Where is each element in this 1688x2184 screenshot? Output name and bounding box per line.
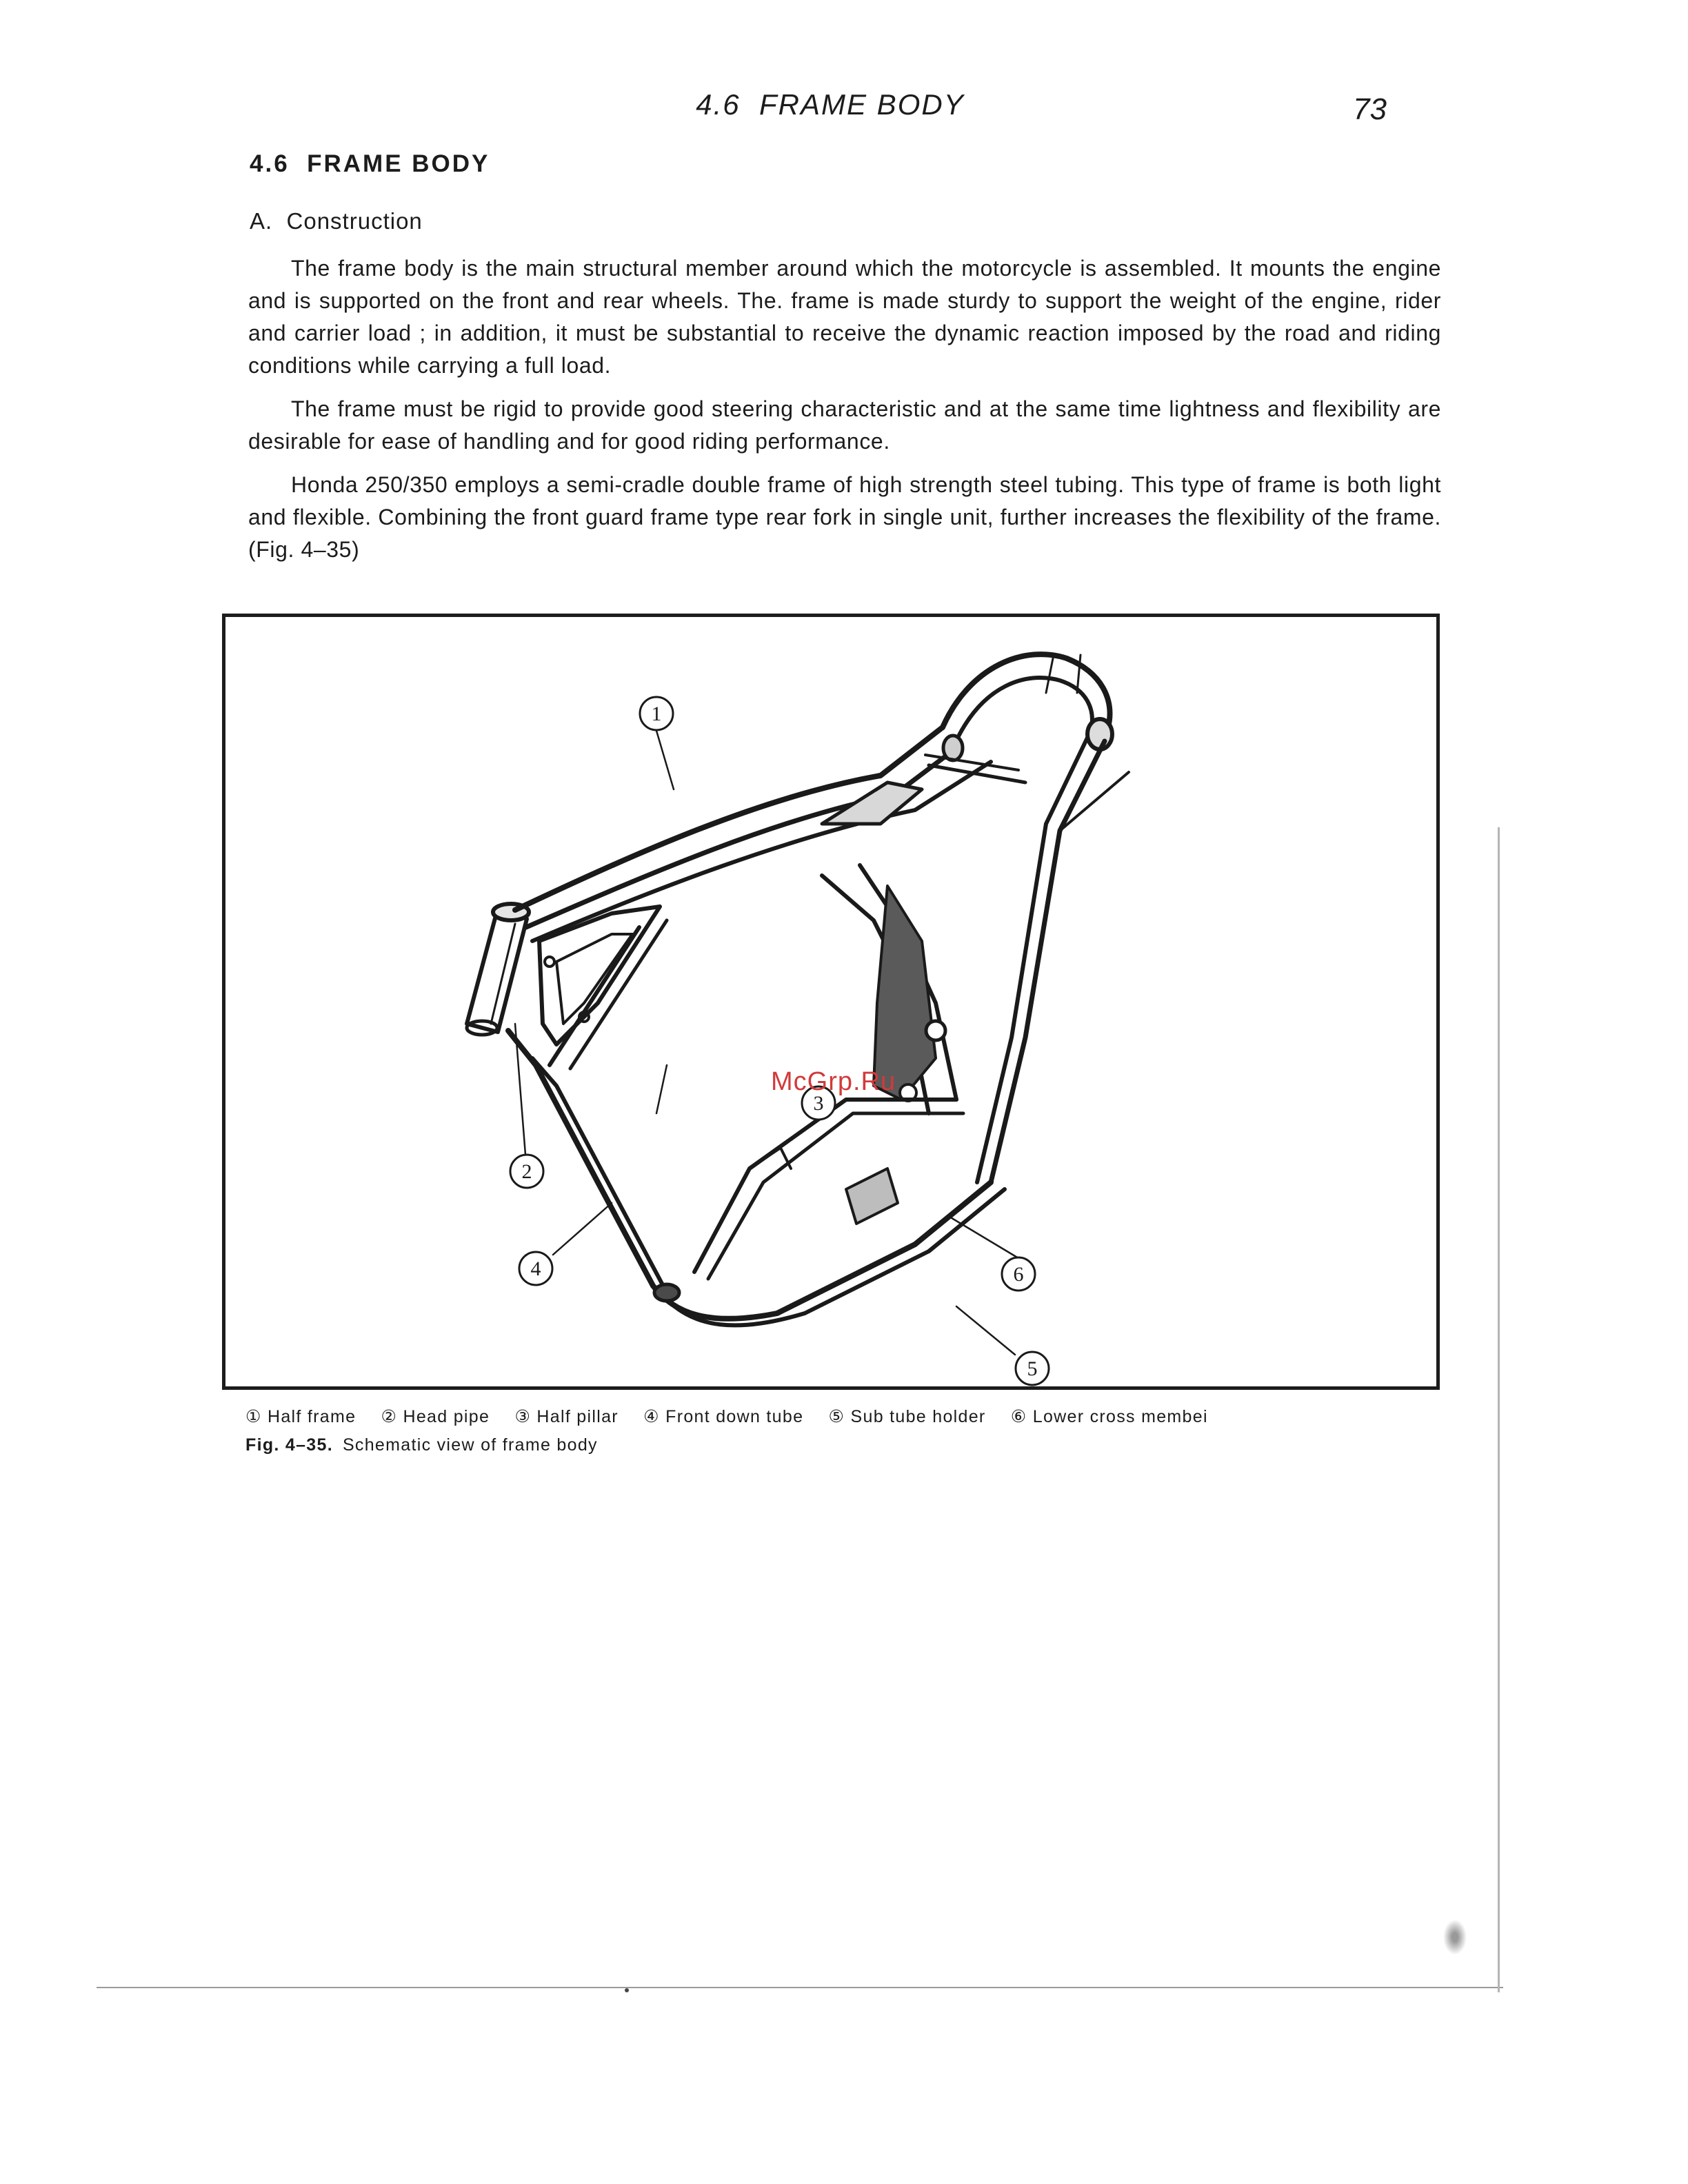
legend-item-4: ④ Front down tube [643, 1407, 804, 1426]
figure-caption-text: Schematic view of frame body [342, 1435, 598, 1455]
callout-2 [510, 1155, 543, 1188]
running-head [0, 88, 1688, 121]
legend-item-2: ② Head pipe [381, 1407, 490, 1426]
callout-3-label: 3 [813, 1092, 824, 1115]
paragraph-1: The frame body is the main structural member around which the motorcycle is assembled. It mounts the engine and is supported on the front and rear wheels. The. frame is made sturdy to support the weight of the engine, rider and carrier load ; in addition, it must be substantial to receive the dynamic reaction imposed by the road and riding conditions while carrying a full load. [248, 256, 1441, 378]
figure-frame [222, 614, 1440, 1390]
callout-1-label: 1 [651, 702, 662, 725]
legend-item-5: ⑤ Sub tube holder [828, 1407, 986, 1426]
callout-1 [640, 697, 673, 730]
sub-tube-drawing [653, 1100, 1005, 1325]
figure-caption-label: Fig. 4–35. [245, 1435, 333, 1455]
legend-item-6: ⑥ Lower cross membei [1010, 1407, 1208, 1426]
legend-item-3: ③ Half pillar [514, 1407, 619, 1426]
figure-caption [245, 1435, 598, 1455]
callout-4-label: 4 [530, 1257, 541, 1280]
section-heading: 4.6 FRAME BODY [250, 150, 490, 177]
callout-2-label: 2 [521, 1160, 532, 1183]
head-pipe-drawing [467, 904, 529, 1035]
running-head-text: 4.6 FRAME BODY [696, 88, 965, 121]
watermark: McGrp.Ru [771, 1067, 896, 1096]
scan-speck [625, 1988, 629, 1992]
scan-bottom-line [97, 1987, 1503, 1988]
callout-5-label: 5 [1027, 1357, 1038, 1380]
callout-6 [1002, 1257, 1035, 1291]
sub-heading: A. Construction [250, 208, 423, 234]
page-number: 73 [1353, 92, 1387, 126]
callout-4 [519, 1252, 552, 1285]
frame-body-illustration [225, 617, 1436, 1386]
rear-tubes-drawing [977, 738, 1129, 1182]
paragraph-2: The frame must be rigid to provide good steering characteristic and at the same time lightness and flexibility are desirable for ease of handling and for good riding performance. [248, 396, 1441, 454]
paragraph-3: Honda 250/350 employs a semi-cradle double frame of high strength steel tubing. This type of frame is both light and flexible. Combining the front guard frame type rear fork in single unit, further increases the flexibility of the frame. (Fig. 4–35) [248, 472, 1441, 562]
half-frame-drawing [515, 654, 1112, 941]
scan-speck [1441, 1917, 1469, 1958]
half-pillar-drawing [822, 782, 956, 1113]
legend-item-1: ① Half frame [245, 1407, 356, 1426]
scan-right-edge [1498, 827, 1500, 1992]
callout-5 [1016, 1352, 1049, 1385]
figure-legend [245, 1406, 1227, 1427]
callout-6-label: 6 [1013, 1263, 1024, 1286]
